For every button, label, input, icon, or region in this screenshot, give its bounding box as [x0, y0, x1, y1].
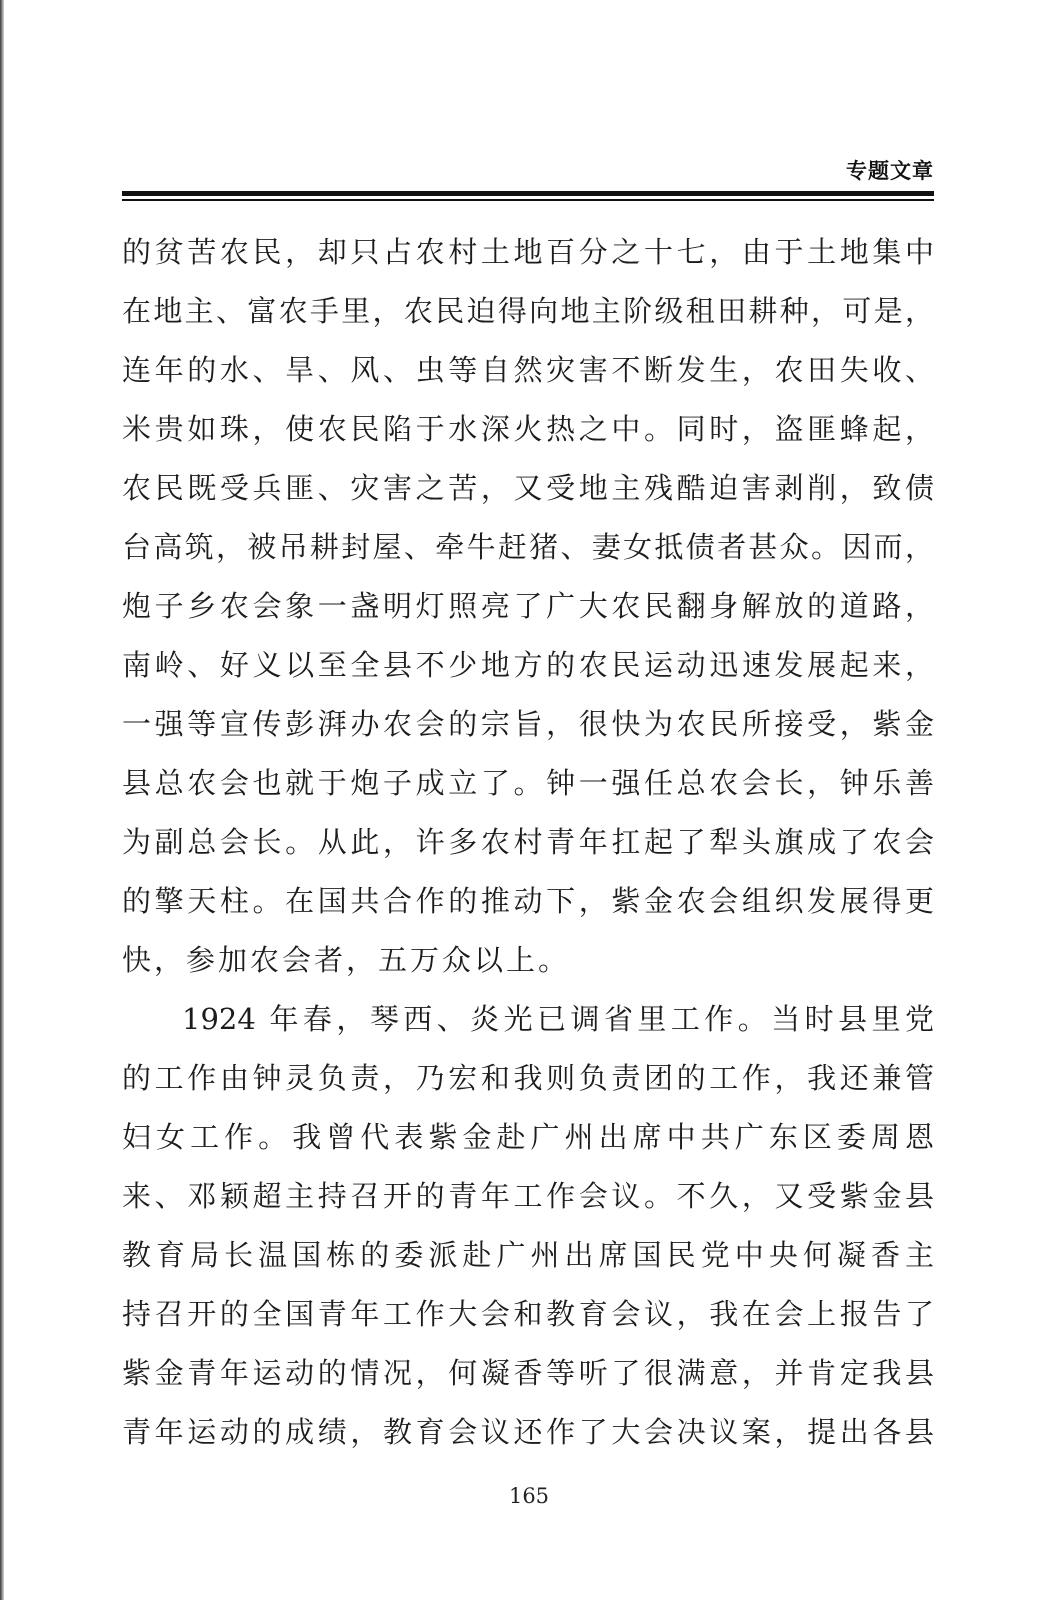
header-rule-thin: [122, 199, 934, 201]
text-line: 1924 年春，琴西、炎光已调省里工作。当时县里党: [182, 1002, 934, 1036]
text-line: 米贵如珠，使农民陷于水深火热之中。同时，盗匪蜂起，: [122, 412, 934, 446]
scan-edge: [0, 0, 4, 1600]
text-line: 炮子乡农会象一盏明灯照亮了广大农民翻身解放的道路，: [122, 589, 934, 623]
text-line: 青年运动的成绩，教育会议还作了大会决议案，提出各县: [122, 1415, 934, 1449]
paragraph-1: [122, 223, 934, 990]
text-line: 农民既受兵匪、灾害之苦，又受地主残酷迫害剥削，致债: [122, 471, 934, 505]
text-line: 台高筑，被吊耕封屋、牵牛赶猪、妻女抵债者甚众。因而，: [122, 530, 934, 564]
text-line: 来、邓颖超主持召开的青年工作会议。不久，又受紫金县: [122, 1179, 934, 1213]
text-line: 南岭、好义以至全县不少地方的农民运动迅速发展起来，: [122, 648, 934, 682]
text-line: 快，参加农会者，五万众以上。: [122, 943, 571, 977]
text-line: 的擎天柱。在国共合作的推动下，紫金农会组织发展得更: [122, 884, 934, 918]
text-line: 在地主、富农手里，农民迫得向地主阶级租田耕种，可是，: [122, 294, 934, 328]
text-line: 教育局长温国栋的委派赴广州出席国民党中央何凝香主: [122, 1238, 934, 1272]
text-line: 的工作由钟灵负责，乃宏和我则负责团的工作，我还兼管: [122, 1061, 934, 1095]
text-line: 妇女工作。我曾代表紫金赴广州出席中共广东区委周恩: [122, 1120, 934, 1154]
section-title: 专题文章: [846, 159, 934, 183]
body-text: [122, 223, 934, 1462]
text-line: 持召开的全国青年工作大会和教育会议，我在会上报告了: [122, 1297, 934, 1331]
text-line: 为副总会长。从此，许多农村青年扛起了犁头旗成了农会: [122, 825, 934, 859]
text-line: 县总农会也就于炮子成立了。钟一强任总农会长，钟乐善: [122, 766, 934, 800]
paragraph-2: [122, 990, 934, 1462]
text-line: 紫金青年运动的情况，何凝香等听了很满意，并肯定我县: [122, 1356, 934, 1390]
text-line: 一强等宣传彭湃办农会的宗旨，很快为农民所接受，紫金: [122, 707, 934, 741]
header-rule-thick: [122, 191, 934, 196]
text-line: 的贫苦农民，却只占农村土地百分之十七，由于土地集中: [122, 235, 934, 269]
text-line: 连年的水、旱、风、虫等自然灾害不断发生，农田失收、: [122, 353, 934, 387]
page-number: 165: [508, 1484, 550, 1508]
